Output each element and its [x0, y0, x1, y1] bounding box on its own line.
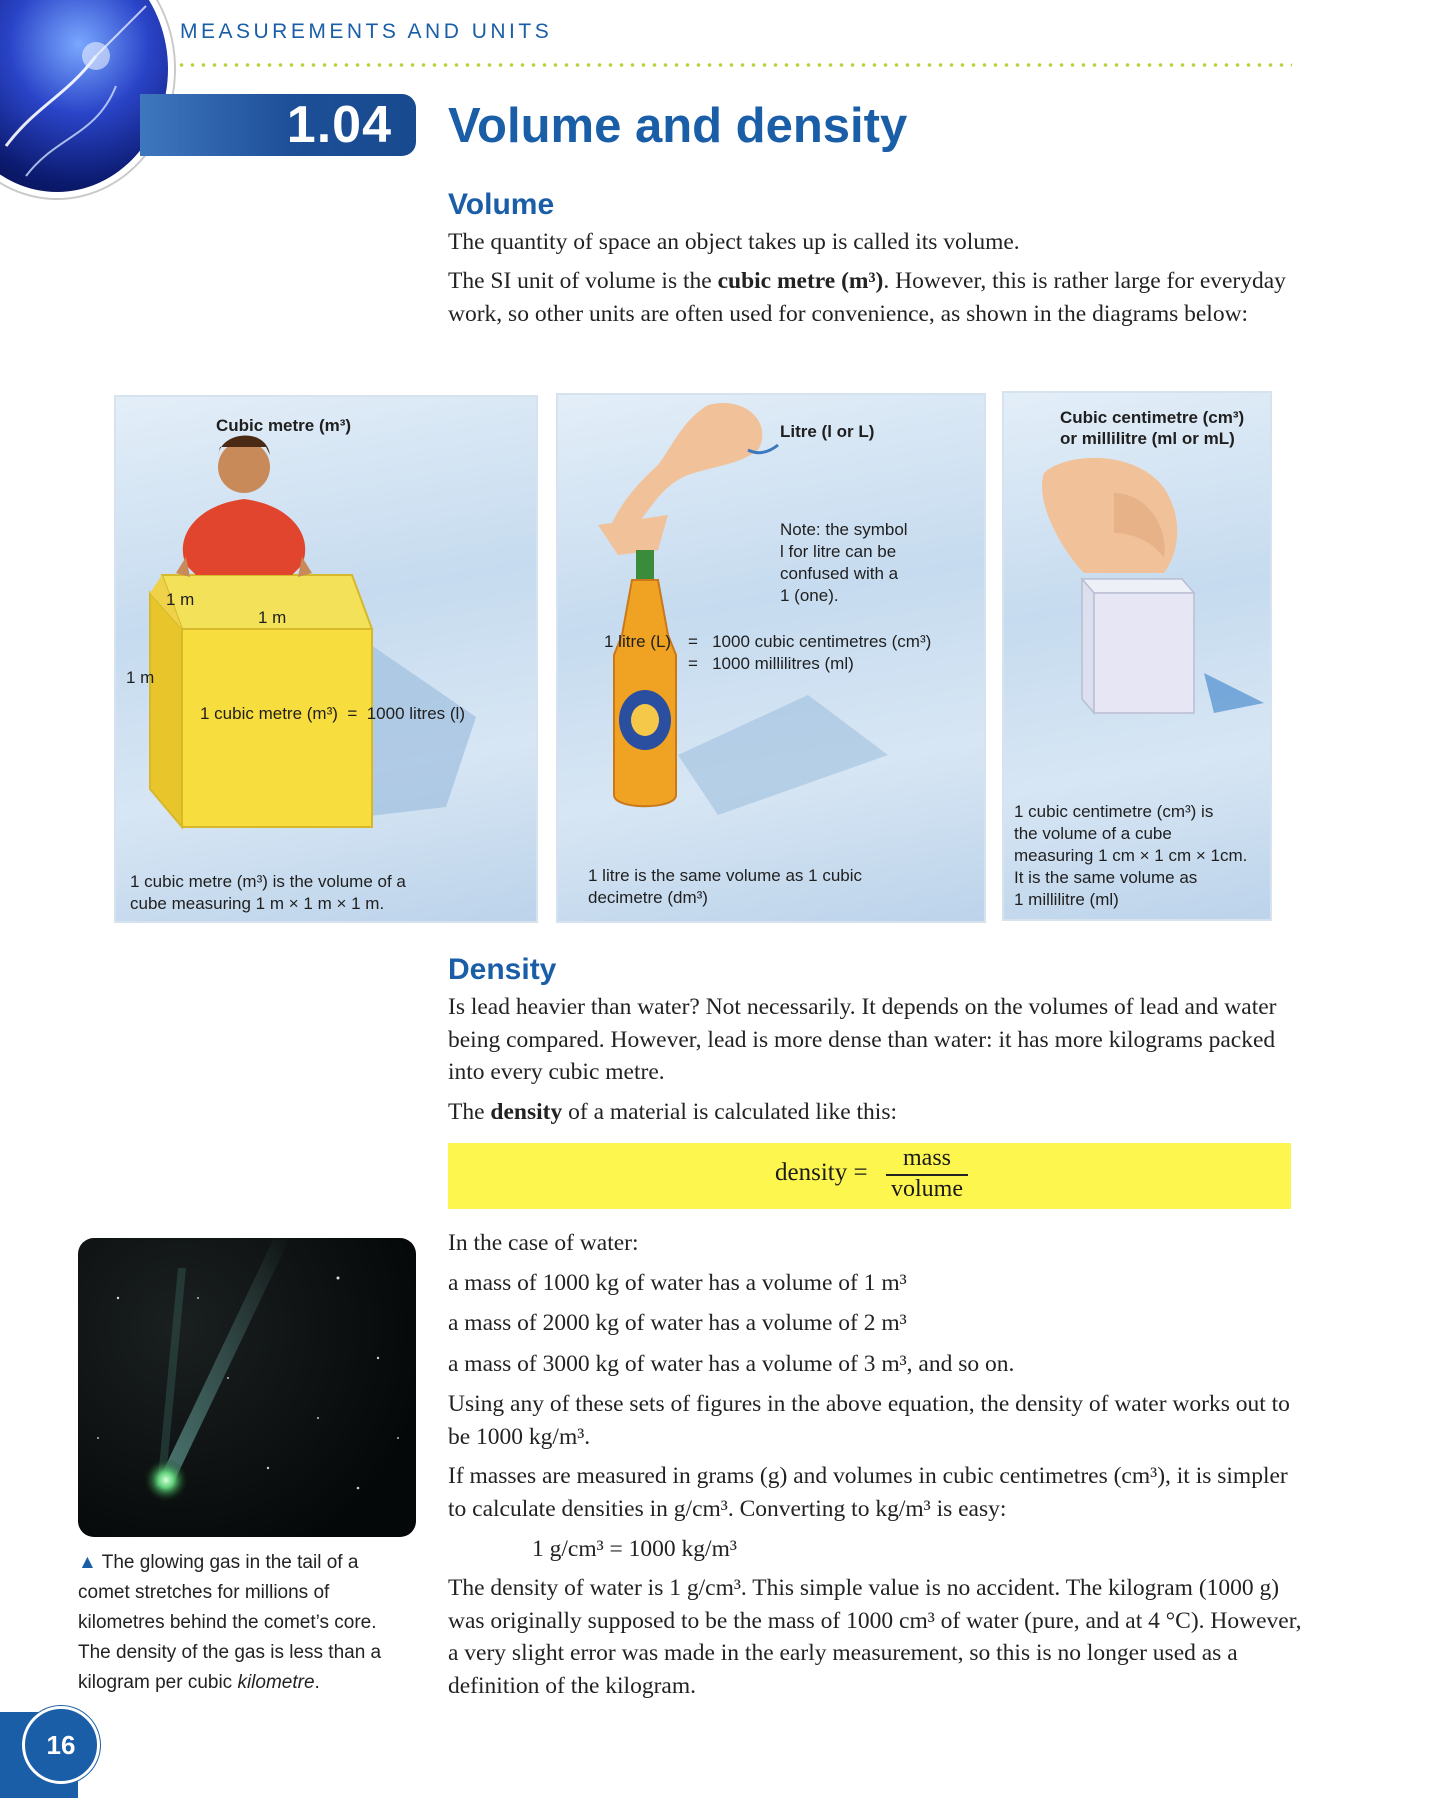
volume-paragraph-2: The SI unit of volume is the cubic metre (m³). However, this is rather large for everyday work, so other units are often used for convenience, as shown in the diagrams below:: [448, 268, 1286, 327]
comet-photo: [78, 1238, 416, 1537]
cubic-metre-equation: 1 cubic metre (m³) = 1000 litres (l): [200, 704, 465, 723]
comet-caption: ▲ The glowing gas in the tail of a comet stretches for millions of kilometres behind the comet’s core. The density of the gas is less than a kilogram per cubic kilometre.: [78, 1552, 382, 1693]
cubic-cm-caption-line-3: measuring 1 cm × 1 cm × 1cm.: [1014, 846, 1248, 865]
heading-volume: Volume: [448, 188, 555, 221]
section-number: 1.04: [140, 94, 416, 156]
page-title: Volume and density: [448, 99, 908, 153]
water-example-2: a mass of 2000 kg of water has a volume of 2 m³: [448, 1310, 907, 1336]
litre-equation-line-1: = 1000 cubic centimetres (cm³): [688, 632, 932, 651]
water-example-1: a mass of 1000 kg of water has a volume of 1 m³: [448, 1270, 907, 1296]
section-label: MEASUREMENTS AND UNITS: [180, 20, 553, 43]
volume-paragraph-1: The quantity of space an object takes up is called its volume.: [448, 229, 1020, 255]
density-formula-box: [448, 1143, 1291, 1209]
panel-title-cubic-metre: Cubic metre (m³): [216, 416, 352, 435]
dimension-label-side: 1 m: [126, 668, 155, 687]
dimension-label-top-left: 1 m: [166, 590, 195, 609]
panel-title-cubic-cm-line-1: Cubic centimetre (cm³): [1060, 408, 1245, 427]
density-paragraph-4: If masses are measured in grams (g) and volumes in cubic centimetres (cm³), it is simpler to calculate densities in g/cm³. Converting to kg/m³ is easy:: [448, 1463, 1288, 1522]
conversion-equation: 1 g/cm³ = 1000 kg/m³: [532, 1536, 737, 1562]
litre-note-line-1: Note: the symbol: [780, 520, 908, 539]
cubic-cm-caption-line-4: It is the same volume as: [1014, 868, 1198, 887]
cubic-metre-caption-line-1: 1 cubic metre (m³) is the volume of a: [130, 872, 406, 891]
cubic-metre-illustration: [116, 397, 538, 923]
water-intro: In the case of water:: [448, 1230, 639, 1256]
panel-cubic-centimetre: [1002, 391, 1272, 921]
formula-denominator: volume: [891, 1176, 963, 1202]
triangle-marker-icon: ▲: [78, 1552, 97, 1573]
panel-title-litre: Litre (l or L): [780, 422, 875, 441]
page-number: 16: [22, 1706, 100, 1784]
term-cubic-metre: cubic metre (m³): [717, 268, 884, 294]
water-example-3: a mass of 3000 kg of water has a volume of 3 m³, and so on.: [448, 1351, 1015, 1377]
litre-caption-line-2: decimetre (dm³): [588, 888, 708, 907]
cubic-cm-caption-line-2: the volume of a cube: [1014, 824, 1172, 843]
litre-note-line-4: 1 (one).: [780, 586, 839, 605]
panel-title-cubic-cm-line-2: or millilitre (ml or mL): [1060, 429, 1235, 448]
density-paragraph-1: Is lead heavier than water? Not necessarily. It depends on the volumes of lead and water being compared. However, lead is more dense than water: it has more kilograms packed into every cubic metre.: [448, 994, 1277, 1085]
dimension-label-top: 1 m: [258, 608, 287, 627]
density-paragraph-2: The density of a material is calculated like this:: [448, 1099, 897, 1125]
cubic-cm-caption-line-5: 1 millilitre (ml): [1014, 890, 1119, 909]
panel-litre: [556, 393, 986, 923]
litre-equation-line-2: = 1000 millilitres (ml): [688, 654, 854, 673]
litre-equation-left: 1 litre (L): [604, 632, 672, 651]
panel-cubic-metre: [114, 395, 538, 923]
litre-note-line-2: l for litre can be: [780, 542, 897, 561]
term-density: density: [490, 1099, 563, 1125]
density-paragraph-3: Using any of these sets of figures in the above equation, the density of water works out to be 1000 kg/m³.: [448, 1391, 1290, 1450]
dotted-divider: [176, 62, 1292, 68]
heading-density: Density: [448, 953, 557, 986]
cubic-metre-caption-line-2: cube measuring 1 m × 1 m × 1 m.: [130, 894, 385, 913]
density-paragraph-5: The density of water is 1 g/cm³. This simple value is no accident. The kilogram (1000 g) was originally supposed to be the mass of 1000 cm³ of water (pure, and at 4 °C). However, a very slight error was made in the early measurement, so this is no longer used as a definition of the kilogram.: [448, 1575, 1302, 1699]
litre-caption-line-1: 1 litre is the same volume as 1 cubic: [588, 866, 863, 885]
formula-numerator: mass: [903, 1145, 951, 1171]
cubic-cm-caption-line-1: 1 cubic centimetre (cm³) is: [1014, 802, 1214, 821]
formula-left-side: density =: [775, 1159, 868, 1186]
litre-note-line-3: confused with a: [780, 564, 899, 583]
